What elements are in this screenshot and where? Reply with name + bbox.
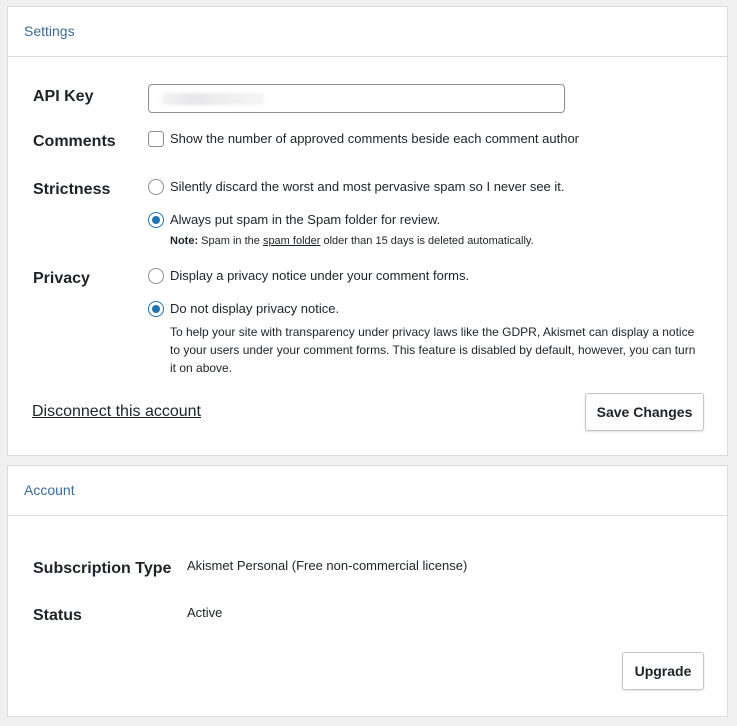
status-value: Active [187, 605, 223, 620]
strictness-discard-radio[interactable] [148, 179, 164, 195]
strictness-folder-radio[interactable] [148, 212, 164, 228]
api-key-label: API Key [33, 88, 94, 105]
show-comment-count-checkbox[interactable] [148, 131, 164, 147]
note-label: Note: [170, 235, 199, 247]
show-comment-count-label: Show the number of approved comments beside each comment author [170, 131, 580, 146]
privacy-display-label: Display a privacy notice under your comment forms. [170, 268, 470, 283]
api-key-obscured-value [161, 93, 265, 105]
settings-panel [7, 6, 728, 456]
spam-note [170, 235, 534, 247]
disconnect-account-link[interactable]: Disconnect this account [32, 403, 201, 420]
comments-label: Comments [33, 133, 116, 150]
privacy-hide-radio[interactable] [148, 301, 164, 317]
subscription-type-label: Subscription Type [33, 560, 172, 577]
privacy-display-radio[interactable] [148, 268, 164, 284]
note-suffix: older than 15 days is deleted automatically. [323, 235, 534, 247]
account-title: Account [24, 482, 75, 498]
upgrade-button[interactable]: Upgrade [622, 652, 704, 690]
account-header [8, 466, 727, 516]
account-panel [7, 465, 728, 717]
privacy-description: To help your site with transparency under privacy laws like the GDPR, Akismet can display a notice to your users under your comment forms. This feature is disabled by default, however, you can turn it on above. [170, 325, 696, 375]
settings-header [8, 7, 727, 57]
subscription-type-value: Akismet Personal (Free non-commercial license) [187, 558, 468, 573]
strictness-discard-label: Silently discard the worst and most pervasive spam so I never see it. [170, 179, 565, 194]
privacy-label: Privacy [33, 270, 90, 287]
privacy-hide-label: Do not display privacy notice. [170, 301, 340, 316]
strictness-folder-label: Always put spam in the Spam folder for review. [170, 212, 441, 227]
api-key-input[interactable] [148, 84, 565, 113]
spam-folder-link[interactable]: spam folder [262, 235, 321, 247]
save-changes-button[interactable]: Save Changes [585, 393, 704, 431]
settings-title: Settings [24, 23, 75, 39]
note-prefix: Spam in the [201, 235, 260, 247]
strictness-label: Strictness [33, 181, 111, 198]
status-label: Status [33, 607, 82, 624]
